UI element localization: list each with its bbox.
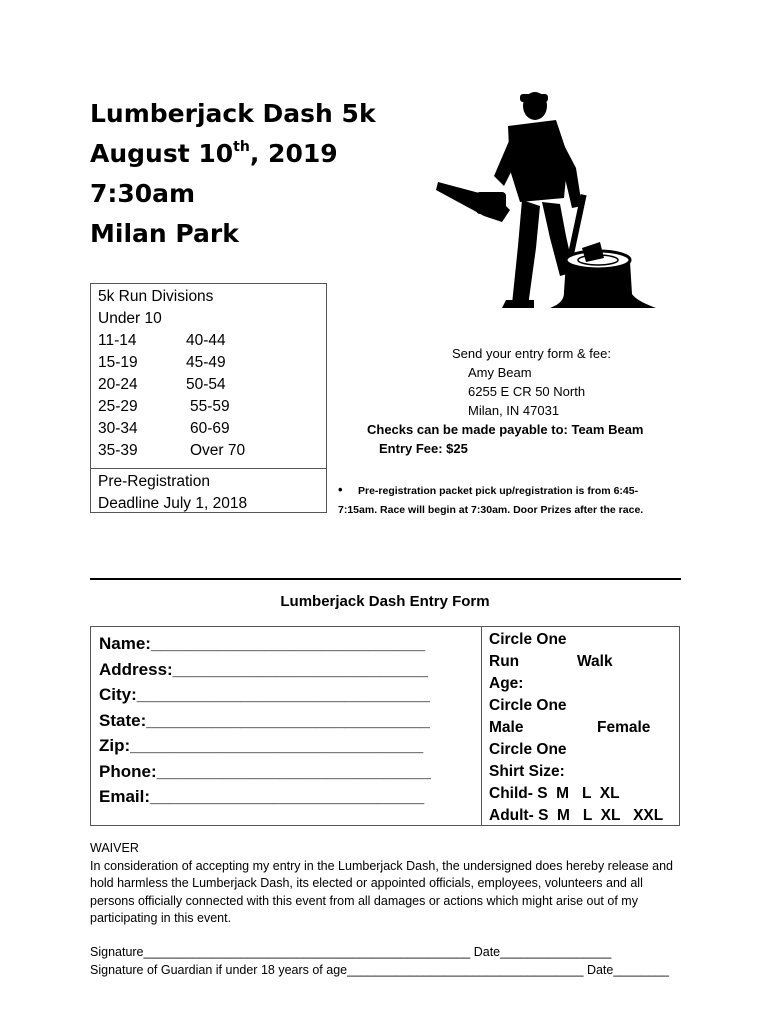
prereg-label: Pre-Registration: [98, 473, 210, 490]
entry-form-title: Lumberjack Dash Entry Form: [280, 593, 490, 610]
section-divider: [90, 578, 681, 580]
division-row: [98, 330, 326, 352]
gender-options: [489, 717, 679, 739]
waiver-heading: WAIVER: [90, 841, 139, 855]
division-row: [98, 396, 326, 418]
event-date-suffix: th: [233, 139, 250, 155]
shirt-size-label: Shirt Size:: [489, 763, 565, 780]
event-location: Milan Park: [90, 219, 239, 248]
entry-fields: [99, 631, 431, 810]
mailing-info: [340, 344, 670, 458]
circle-one-label: Circle One: [489, 741, 567, 758]
name-field[interactable]: Name:_____________________________: [99, 634, 426, 653]
entry-form: [90, 626, 680, 826]
event-date: [90, 134, 376, 174]
event-title: Lumberjack Dash 5k: [90, 99, 376, 128]
event-time: 7:30am: [90, 179, 196, 208]
female-option[interactable]: Female: [597, 719, 651, 736]
entry-fee: Entry Fee: $25: [379, 441, 468, 456]
division-row: [98, 374, 326, 396]
recipient-city: Milan, IN 47031: [468, 403, 560, 418]
age-field[interactable]: Age:: [489, 675, 524, 692]
division-left: 15-19: [98, 354, 138, 371]
address-field[interactable]: Address:___________________________: [99, 659, 428, 679]
division-right: 60-69: [190, 420, 230, 437]
recipient-name: Amy Beam: [468, 365, 532, 380]
city-field[interactable]: City:_______________________________: [99, 685, 430, 704]
recipient-street: 6255 E CR 50 North: [468, 384, 586, 399]
division-right: 55-59: [190, 398, 230, 415]
pre-registration: [98, 471, 247, 515]
division-row: [98, 352, 326, 374]
lumberjack-silhouette-icon: [436, 86, 680, 310]
circle-one-label: Circle One: [489, 697, 567, 714]
note-text: Pre-registration packet pick up/registration is from 6:45-7:15am. Race will begin at 7:30am. Door Prizes after the race.: [338, 485, 644, 516]
division-right: 45-49: [186, 354, 226, 371]
walk-option[interactable]: Walk: [577, 653, 613, 670]
waiver-section: [90, 840, 690, 928]
division-left: 25-29: [98, 398, 138, 415]
event-type-options: [489, 651, 679, 673]
prereg-deadline: Deadline July 1, 2018: [98, 495, 248, 512]
run-divisions-box: [90, 283, 327, 513]
packet-pickup-note: [338, 480, 673, 520]
child-size-options[interactable]: Child- S M L XL: [489, 785, 620, 802]
division-row: [98, 440, 326, 462]
run-option[interactable]: Run: [489, 653, 520, 670]
email-field[interactable]: Email:_____________________________: [99, 787, 425, 806]
division-right: 50-54: [186, 376, 226, 393]
event-title-block: [90, 94, 376, 254]
male-option[interactable]: Male: [489, 719, 524, 736]
event-date-year: , 2019: [249, 139, 338, 168]
signature-section: [90, 943, 690, 979]
division-left: 30-34: [98, 420, 138, 437]
adult-size-options[interactable]: Adult- S M L XL XXL: [489, 807, 664, 824]
send-intro: Send your entry form & fee:: [452, 346, 611, 361]
division-row: [98, 418, 326, 440]
entry-options: [489, 629, 679, 827]
waiver-text: In consideration of accepting my entry in the Lumberjack Dash, the undersigned does hereby release and hold harmless the Lumberjack Dash, its elected or appointed officials, employees, volunteers and all persons officially connected with this event from all damages or actions which might arise out of my participating in this event.: [90, 858, 673, 925]
division-left: 35-39: [98, 442, 138, 459]
entry-column-divider: [481, 627, 482, 825]
phone-field[interactable]: Phone:_____________________________: [99, 761, 431, 781]
division-right: Over 70: [190, 442, 246, 459]
zip-field[interactable]: Zip:_______________________________: [99, 736, 424, 755]
guardian-signature-line[interactable]: Signature of Guardian if under 18 years of age__________________________________ Date________: [90, 963, 669, 977]
bullet-icon: •: [338, 482, 343, 497]
checks-payable: Checks can be made payable to: Team Beam: [367, 422, 644, 437]
division-right: 40-44: [186, 332, 226, 349]
divisions-divider: [91, 468, 326, 469]
signature-line[interactable]: Signature_______________________________________________ Date________________: [90, 945, 612, 959]
event-date-main: August 10: [90, 139, 234, 168]
state-field[interactable]: State:______________________________: [99, 710, 430, 730]
division-under-10: Under 10: [98, 310, 162, 327]
circle-one-label: Circle One: [489, 631, 567, 648]
division-left: 20-24: [98, 376, 138, 393]
divisions-heading: 5k Run Divisions: [98, 288, 214, 305]
division-left: 11-14: [98, 332, 137, 349]
